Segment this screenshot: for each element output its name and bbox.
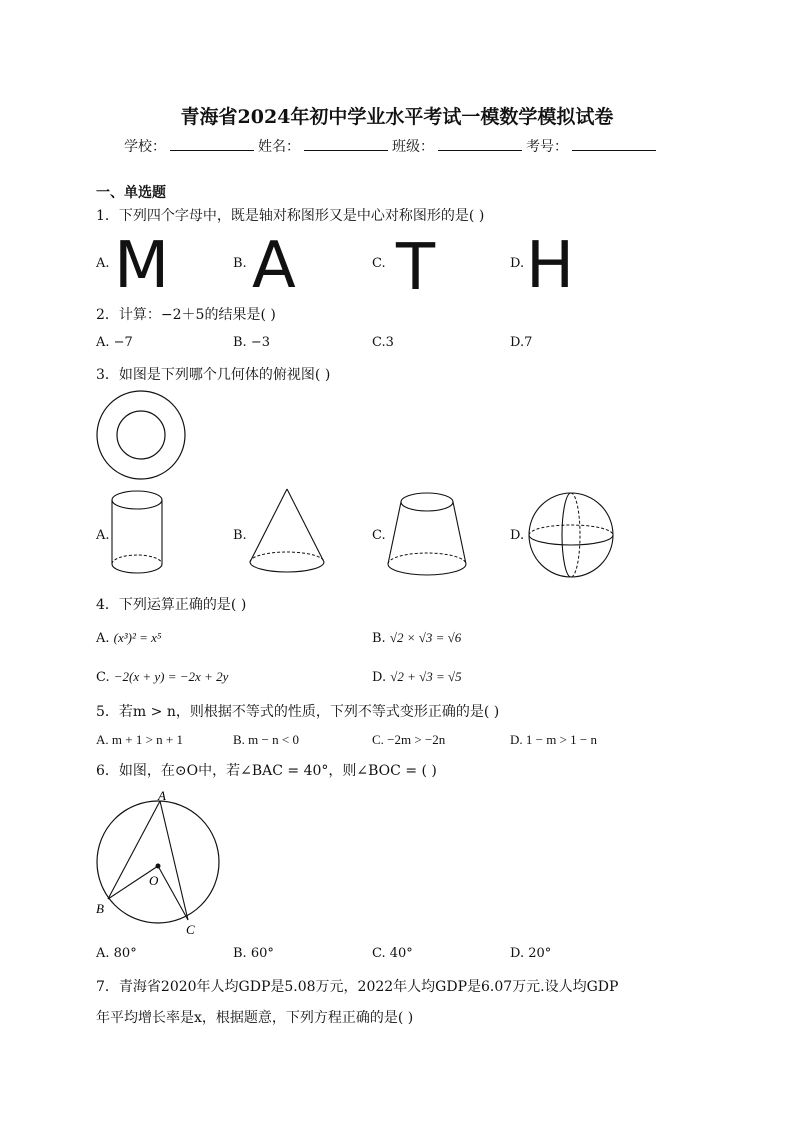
q1-option-a-label: A. <box>96 256 110 271</box>
student-info-line <box>124 136 660 156</box>
q6-option-a: A. 80° <box>96 946 137 961</box>
class-label: 班级： <box>392 139 434 155</box>
cylinder-icon <box>108 488 168 582</box>
q4-option-c-expr: −2(x + y) = −2x + 2y <box>113 669 229 684</box>
q1-option-d-label: D. <box>510 256 525 271</box>
point-b-label: B <box>96 901 104 916</box>
question-3-stem: 3．如图是下列哪个几何体的俯视图( ) <box>96 367 331 383</box>
q4-option-d <box>372 669 462 685</box>
q1-option-a-letter: M <box>114 229 170 303</box>
q4-option-b <box>372 630 461 646</box>
q1-option-b-label: B. <box>233 256 247 271</box>
cone-icon <box>246 486 330 582</box>
q5-option-a: A. m + 1 > n + 1 <box>96 732 183 747</box>
frustum-icon <box>384 488 470 582</box>
question-5-stem: 5．若m > n，则根据不等式的性质，下列不等式变形正确的是( ) <box>96 704 500 720</box>
segment-ac <box>160 801 188 920</box>
q1-option-d-letter: H <box>526 229 575 303</box>
q4-option-b-expr: √2 × √3 = √6 <box>389 630 462 645</box>
q3-option-a-label: A. <box>96 528 110 543</box>
segment-oc <box>158 866 188 920</box>
center-point <box>156 864 161 869</box>
circle-o <box>97 801 219 923</box>
exam-number-blank[interactable] <box>572 136 656 151</box>
question-6-stem: 6．如图，在⊙O中，若∠BAC = 40°，则∠BOC = ( ) <box>96 763 437 779</box>
q4-option-a <box>96 630 161 646</box>
q4-option-c-label: C. <box>96 670 110 685</box>
q4-option-a-label: A. <box>96 631 110 646</box>
q3-option-b-label: B. <box>233 528 247 543</box>
school-blank[interactable] <box>170 136 254 151</box>
q3-option-c-label: C. <box>372 528 386 543</box>
q5-option-c: C. −2m > −2n <box>372 732 446 747</box>
q3-option-d-label: D. <box>510 528 525 543</box>
q4-option-b-label: B. <box>372 631 386 646</box>
point-c-label: C <box>186 922 195 937</box>
point-a-label: A <box>158 788 166 803</box>
q4-option-d-label: D. <box>372 670 387 685</box>
sphere-icon <box>524 492 620 580</box>
q1-option-b-letter: A <box>252 229 296 303</box>
point-o-label: O <box>149 873 159 888</box>
name-blank[interactable] <box>304 136 388 151</box>
school-label: 学校： <box>124 139 166 155</box>
section-heading: 一、单选题 <box>96 185 166 201</box>
question-2-stem: 2．计算：−2＋5的结果是( ) <box>96 307 276 323</box>
q4-option-a-expr: (x³)² = x⁵ <box>113 630 162 645</box>
circle-angle-figure <box>90 788 230 938</box>
q1-option-c-label: C. <box>372 256 386 271</box>
q6-option-d: D. 20° <box>510 946 552 961</box>
q1-option-c-letter: T <box>396 231 436 305</box>
page-title: 青海省2024年初中学业水平考试一模数学模拟试卷 <box>180 106 614 128</box>
q2-option-b: B. −3 <box>233 335 270 350</box>
class-blank[interactable] <box>438 136 522 151</box>
q6-option-b: B. 60° <box>233 946 274 961</box>
q2-option-c: C.3 <box>372 335 394 350</box>
question-7-line-2: 年平均增长率是x，根据题意，下列方程正确的是( ) <box>96 1010 414 1026</box>
q5-option-d: D. 1 − m > 1 − n <box>510 732 597 747</box>
q5-option-b: B. m − n < 0 <box>233 732 299 747</box>
q4-option-c <box>96 669 228 685</box>
question-4-stem: 4．下列运算正确的是( ) <box>96 597 247 613</box>
top-view-annulus-figure <box>92 389 192 485</box>
name-label: 姓名： <box>258 139 300 155</box>
exam-number-label: 考号： <box>526 139 568 155</box>
question-7-line-1: 7．青海省2020年人均GDP是5.08万元，2022年人均GDP是6.07万元.设人均GDP <box>96 979 619 995</box>
question-1-stem: 1．下列四个字母中，既是轴对称图形又是中心对称图形的是( ) <box>96 208 485 224</box>
q6-option-c: C. 40° <box>372 946 413 961</box>
q4-option-d-expr: √2 + √3 = √5 <box>390 669 462 684</box>
q2-option-d: D.7 <box>510 335 533 350</box>
q2-option-a: A. −7 <box>96 335 133 350</box>
